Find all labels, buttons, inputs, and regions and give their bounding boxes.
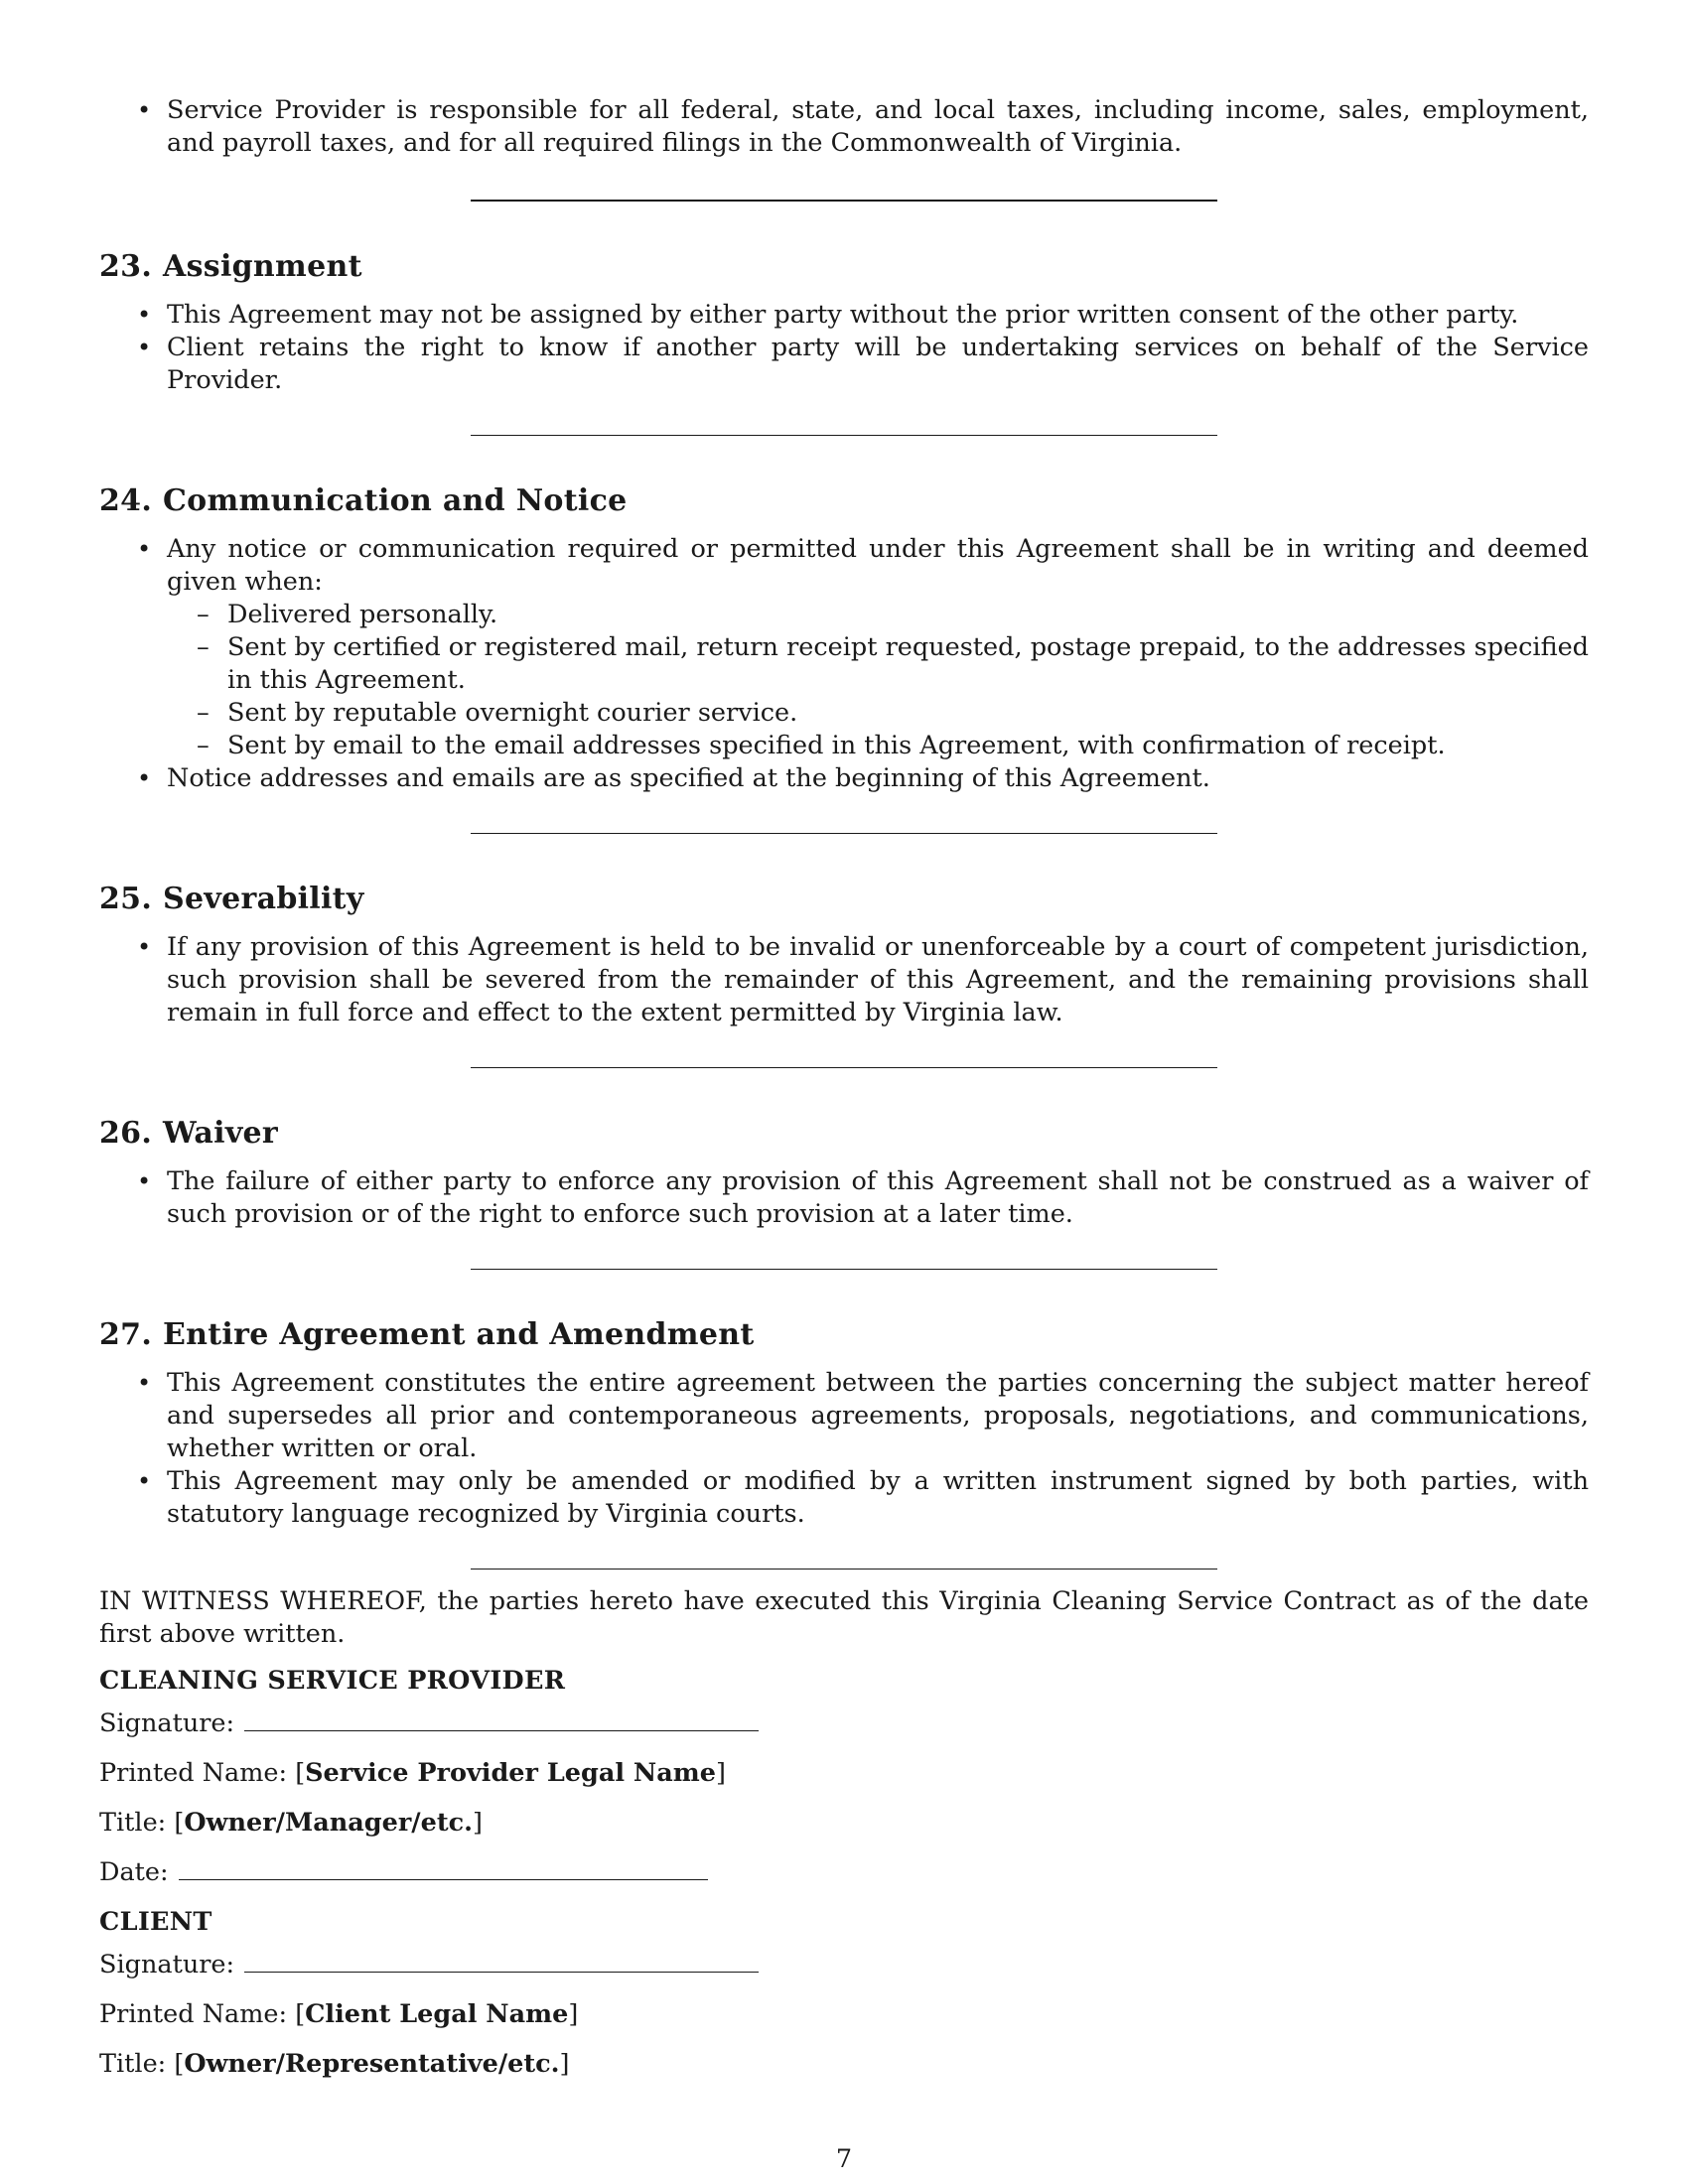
- witness-clause: IN WITNESS WHEREOF, the parties hereto have executed this Virginia Cleaning Service Contract as of the date first above written.: [99, 1586, 1589, 1649]
- document-page: [99, 94, 1589, 2098]
- title-label: Title:: [99, 2049, 167, 2079]
- list-item: • Client retains the right to know if another party will be undertaking services on behalf of the Service Provider.: [99, 332, 1589, 397]
- list-item: • Any notice or communication required or permitted under this Agreement shall be in writing and deemed given when: – Delivered personally. – Sent by certified or registered mail, return receipt requested, postage prepaid, to the addresses specified in this Agreement. – Sent by reputable overnight courier service. – Sent by email to the email addresses specified in this Agreement, with confirmation of receipt.: [99, 533, 1589, 762]
- section-27-list: [99, 1367, 1589, 1531]
- client-printed-name-row: [99, 1998, 1589, 2031]
- section-23-list: [99, 299, 1589, 397]
- sub-list-item: – Delivered personally.: [167, 599, 1589, 631]
- tax-list: [99, 94, 1589, 160]
- date-label: Date:: [99, 1857, 169, 1887]
- list-item: • This Agreement may not be assigned by either party without the prior written consent of the other party.: [99, 299, 1589, 332]
- printed-name-label: Printed Name:: [99, 1758, 288, 1788]
- list-item: • The failure of either party to enforce any provision of this Agreement shall not be construed as a waiver of such provision or of the right to enforce such provision at a later time.: [99, 1165, 1589, 1231]
- signature-label: Signature:: [99, 1950, 235, 1979]
- client-signature-line[interactable]: [244, 1952, 759, 1973]
- provider-printed-name-row: [99, 1757, 1589, 1790]
- client-title-value: [Owner/Representative/etc.]: [174, 2049, 570, 2079]
- section-divider: [471, 200, 1217, 202]
- provider-signature-row: [99, 1707, 1589, 1740]
- provider-printed-name-value: [Service Provider Legal Name]: [295, 1758, 726, 1788]
- signature-label: Signature:: [99, 1708, 235, 1738]
- printed-name-label: Printed Name:: [99, 1999, 288, 2029]
- provider-date-row: [99, 1856, 1589, 1889]
- provider-title-value: [Owner/Manager/etc.]: [174, 1808, 483, 1838]
- sub-list-item: – Sent by certified or registered mail, return receipt requested, postage prepaid, to the addresses specified in this Agreement.: [167, 631, 1589, 697]
- section-divider: [471, 1067, 1217, 1068]
- section-divider: [471, 1569, 1217, 1570]
- client-signature-row: [99, 1949, 1589, 1981]
- provider-date-line[interactable]: [179, 1859, 708, 1880]
- provider-title-row: [99, 1807, 1589, 1840]
- section-25-heading: 25. Severability: [99, 882, 364, 916]
- section-24-heading: 24. Communication and Notice: [99, 483, 628, 518]
- list-item: • Notice addresses and emails are as specified at the beginning of this Agreement.: [99, 762, 1589, 795]
- list-item: • This Agreement constitutes the entire agreement between the parties concerning the subject matter hereof and supersedes all prior and contemporaneous agreements, proposals, negotiations, and communications, whether written or oral.: [99, 1367, 1589, 1465]
- client-title-row: [99, 2048, 1589, 2081]
- section-24-list: [99, 533, 1589, 795]
- sub-list-item: – Sent by email to the email addresses specified in this Agreement, with confirmation of receipt.: [167, 730, 1589, 762]
- provider-heading: CLEANING SERVICE PROVIDER: [99, 1666, 566, 1696]
- section-divider: [471, 833, 1217, 834]
- list-item: • This Agreement may only be amended or modified by a written instrument signed by both parties, with statutory language recognized by Virginia courts.: [99, 1465, 1589, 1531]
- section-divider: [471, 435, 1217, 436]
- sub-list-item: – Sent by reputable overnight courier service.: [167, 697, 1589, 730]
- page-number: 7: [835, 2144, 853, 2174]
- client-printed-name-value: [Client Legal Name]: [295, 1999, 579, 2029]
- list-item: • If any provision of this Agreement is held to be invalid or unenforceable by a court of competent jurisdiction, such provision shall be severed from the remainder of this Agreement, and the remaining provisions shall remain in full force and effect to the extent permitted by Virginia law.: [99, 931, 1589, 1029]
- tax-bullet: • Service Provider is responsible for all federal, state, and local taxes, including income, sales, employment, and payroll taxes, and for all required filings in the Commonwealth of Virginia.: [99, 94, 1589, 160]
- client-heading: CLIENT: [99, 1907, 212, 1937]
- section-26-list: [99, 1165, 1589, 1231]
- section-25-list: [99, 931, 1589, 1029]
- section-27-heading: 27. Entire Agreement and Amendment: [99, 1317, 755, 1352]
- title-label: Title:: [99, 1808, 167, 1838]
- section-23-heading: 23. Assignment: [99, 249, 362, 284]
- section-divider: [471, 1269, 1217, 1270]
- section-26-heading: 26. Waiver: [99, 1116, 279, 1151]
- provider-signature-line[interactable]: [244, 1710, 759, 1731]
- notice-methods-list: [167, 599, 1589, 762]
